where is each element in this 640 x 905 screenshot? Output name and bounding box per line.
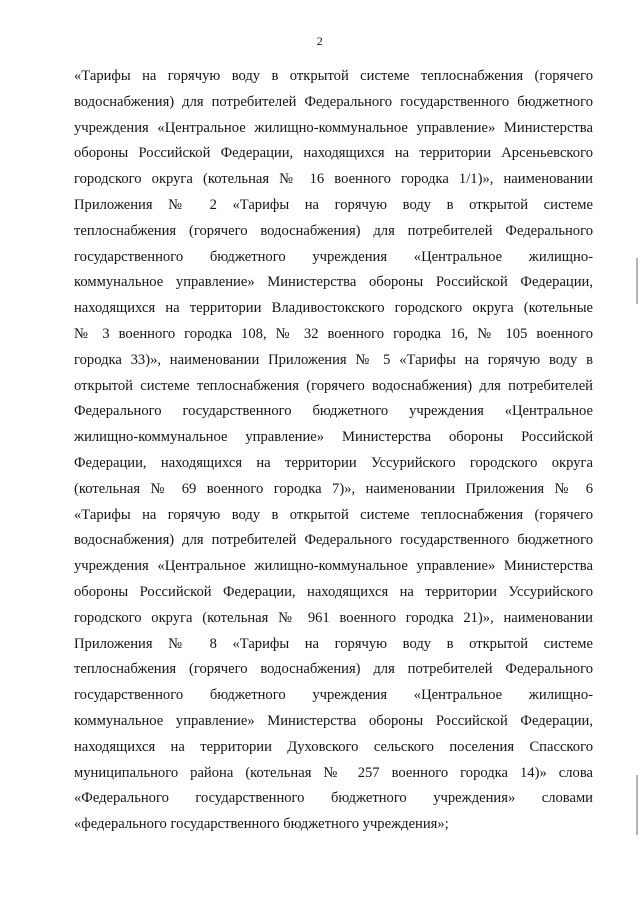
body-text: [74, 64, 593, 838]
text-line: Федерального государственного бюджетного учреждения «Центральное: [74, 403, 593, 420]
text-line: муниципального района (котельная № 257 военного городка 14)» слова: [74, 764, 593, 781]
text-line: находящихся на территории Духовского сельского поселения Спасского: [74, 738, 593, 755]
text-line: городка 33)», наименовании Приложения № 5 «Тарифы на горячую воду в: [74, 351, 593, 368]
text-line: находящихся на территории Владивостокского городского округа (котельные: [74, 300, 593, 317]
text-line: (котельная № 69 военного городка 7)», наименовании Приложения № 6: [74, 480, 593, 497]
text-line: «федерального государственного бюджетного учреждения»;: [74, 816, 449, 833]
text-line: государственного бюджетного учреждения «Центральное жилищно-: [74, 248, 593, 265]
text-line: учреждения «Центральное жилищно-коммунальное управление» Министерства: [74, 558, 593, 575]
text-line: обороны Российской Федерации, находящихся на территории Уссурийского: [74, 583, 593, 600]
text-line: водоснабжения) для потребителей Федерального государственного бюджетного: [74, 93, 593, 110]
scan-edge-mark: [636, 258, 638, 304]
text-line: городского округа (котельная № 961 военного городка 21)», наименовании: [74, 609, 593, 626]
text-line: Приложения № 8 «Тарифы на горячую воду в открытой системе: [74, 635, 593, 652]
text-line: государственного бюджетного учреждения «Центральное жилищно-: [74, 687, 593, 704]
text-line: учреждения «Центральное жилищно-коммунальное управление» Министерства: [74, 119, 593, 136]
text-line: обороны Российской Федерации, находящихся на территории Арсеньевского: [74, 145, 593, 162]
text-line: жилищно-коммунальное управление» Министерства обороны Российской: [74, 429, 593, 446]
text-line: «Тарифы на горячую воду в открытой системе теплоснабжения (горячего: [74, 506, 593, 523]
text-line: водоснабжения) для потребителей Федерального государственного бюджетного: [74, 532, 593, 549]
text-line: «Тарифы на горячую воду в открытой системе теплоснабжения (горячего: [74, 68, 593, 84]
text-line: коммунальное управление» Министерства обороны Российской Федерации,: [74, 274, 593, 291]
page-number: 2: [316, 34, 324, 48]
text-line: № 3 военного городка 108, № 32 военного городка 16, № 105 военного: [74, 325, 593, 342]
text-line: «Федерального государственного бюджетного учреждения» словами: [74, 790, 593, 807]
text-line: Приложения № 2 «Тарифы на горячую воду в открытой системе: [74, 196, 593, 213]
text-line: теплоснабжения (горячего водоснабжения) для потребителей Федерального: [74, 222, 593, 239]
scan-edge-mark: [636, 775, 638, 835]
text-line: открытой системе теплоснабжения (горячего водоснабжения) для потребителей: [74, 377, 593, 394]
text-line: коммунальное управление» Министерства обороны Российской Федерации,: [74, 712, 593, 729]
text-line: Федерации, находящихся на территории Уссурийского городского округа: [74, 454, 593, 471]
text-line: теплоснабжения (горячего водоснабжения) для потребителей Федерального: [74, 661, 593, 678]
text-line: городского округа (котельная № 16 военного городка 1/1)», наименовании: [74, 171, 593, 188]
